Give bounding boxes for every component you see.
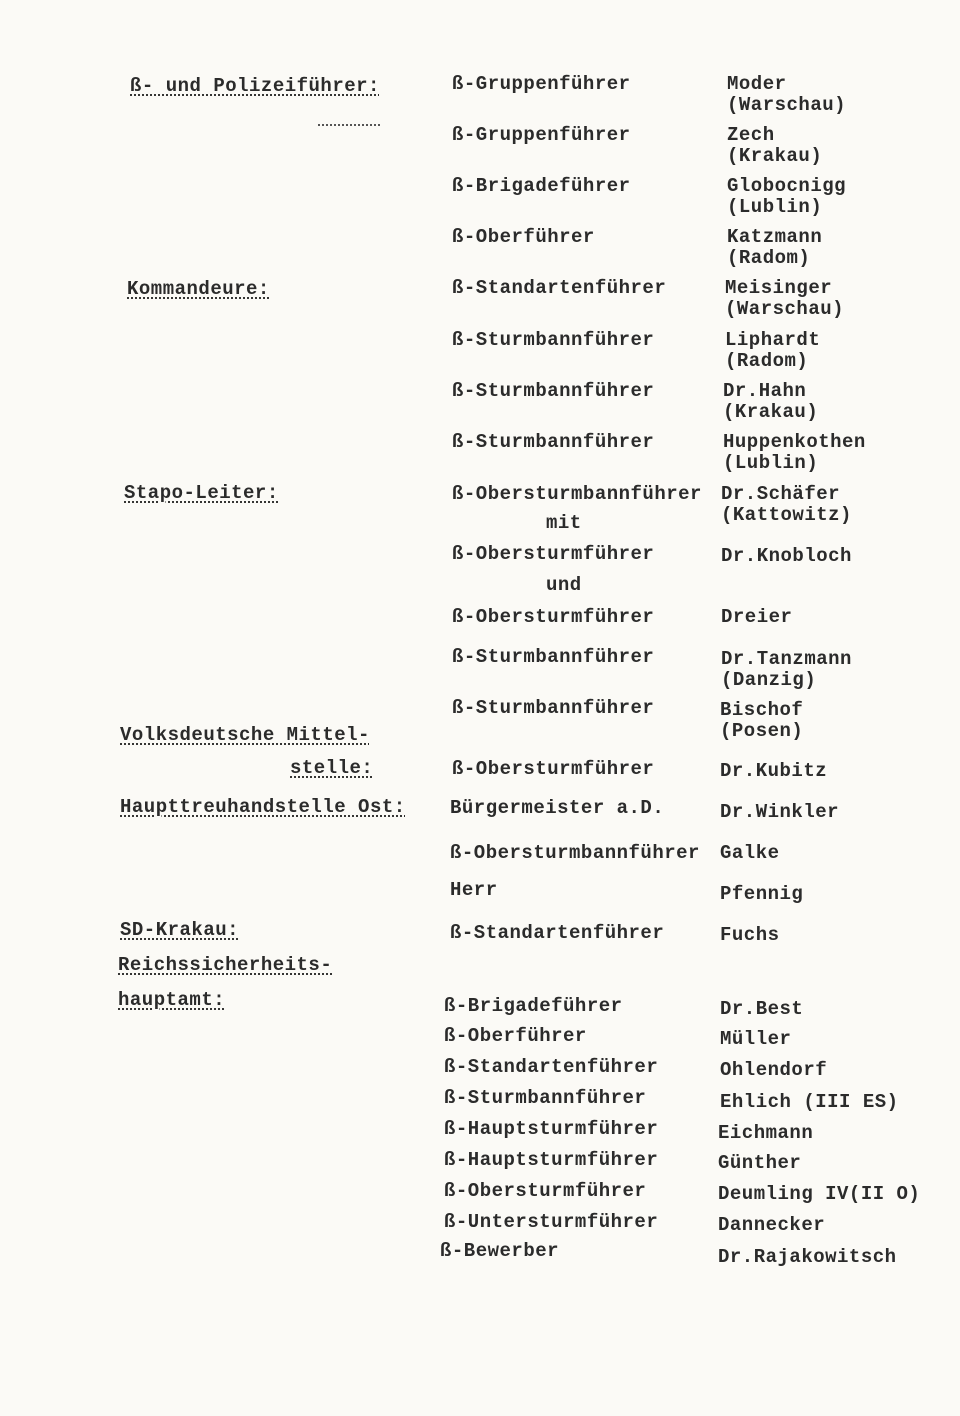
person-name: Liphardt (Radom) [725,329,821,372]
rank: ß-Standartenführer [444,1056,659,1078]
person-name: Globocnigg (Lublin) [727,175,847,218]
rank: ß-Sturmbannführer [452,380,655,402]
heading-reichssicherheits-2: hauptamt: [118,989,226,1011]
heading-volksdeutsche-2: stelle: [290,757,374,779]
rank: ß-Brigadeführer [444,995,623,1017]
rank: ß-Sturmbannführer [444,1087,647,1109]
person-name: Müller [720,1028,792,1050]
person-name: Dr.Schäfer (Kattowitz) [721,483,852,526]
person-name: Dr.Tanzmann (Danzig) [721,648,852,691]
rank: ß-Gruppenführer [452,124,631,146]
person-name: Dr.Winkler [720,801,840,823]
rank: Bürgermeister a.D. [450,797,665,819]
rank: ß-Sturmbannführer [452,697,655,719]
rank: ß-Obersturmführer [444,1180,647,1202]
rank: ß-Gruppenführer [452,73,631,95]
connector-text: mit [546,512,582,534]
rank: ß-Sturmbannführer [452,329,655,351]
person-name: Zech (Krakau) [727,124,823,167]
rank: ß-Oberführer [452,226,595,248]
person-name: Dr.Best [720,998,804,1020]
rank: ß-Obersturmführer [452,606,655,628]
rank: ß-Brigadeführer [452,175,631,197]
person-name: Dr.Hahn (Krakau) [723,380,819,423]
connector-text: und [546,574,582,596]
heading-haupttreuhandstelle: Haupttreuhandstelle Ost: [120,796,406,818]
person-name: Dannecker [718,1214,826,1236]
person-name: Dreier [721,606,793,628]
rank: ß-Bewerber [440,1240,560,1262]
person-name: Eichmann [718,1122,814,1144]
person-name: Pfennig [720,883,804,905]
person-name: Galke [720,842,780,864]
person-name: Moder (Warschau) [727,73,847,116]
person-name: Fuchs [720,924,780,946]
heading-stapo-leiter: Stapo-Leiter: [124,482,279,504]
rank: ß-Sturmbannführer [452,646,655,668]
rank: ß-Obersturmbannführer [450,842,700,864]
person-name: Huppenkothen (Lublin) [723,431,866,474]
person-name: Bischof (Posen) [720,699,804,742]
rank: Herr [450,879,498,901]
rank: ß-Obersturmführer [452,758,655,780]
person-name: Dr.Knobloch [721,545,852,567]
person-name: Ehlich (III ES) [720,1091,899,1113]
person-name: Meisinger (Warschau) [725,277,845,320]
person-name: Deumling IV(II O) [718,1183,921,1205]
heading-volksdeutsche-1: Volksdeutsche Mittel- [120,724,370,746]
rank: ß-Hauptsturmführer [444,1149,659,1171]
person-name: Katzmann (Radom) [727,226,823,269]
heading-polizeifuehrer: ß- und Polizeiführer: [130,75,380,97]
person-name: Günther [718,1152,802,1174]
person-name: Ohlendorf [720,1059,828,1081]
person-name: Dr.Kubitz [720,760,828,782]
rank: ß-Hauptsturmführer [444,1118,659,1140]
rank: ß-Obersturmführer [452,543,655,565]
rank: ß-Standartenführer [452,277,667,299]
rank: ß-Obersturmbannführer [452,483,702,505]
person-name: Dr.Rajakowitsch [718,1246,897,1268]
rank: ß-Standartenführer [450,922,665,944]
heading-kommandeure: Kommandeure: [127,278,270,300]
heading-reichssicherheits-1: Reichssicherheits- [118,954,333,976]
rank: ß-Sturmbannführer [452,431,655,453]
rank: ß-Oberführer [444,1025,587,1047]
heading-sd-krakau: SD-Krakau: [120,919,240,941]
rank: ß-Untersturmführer [444,1211,659,1233]
dotted-line [318,124,380,126]
